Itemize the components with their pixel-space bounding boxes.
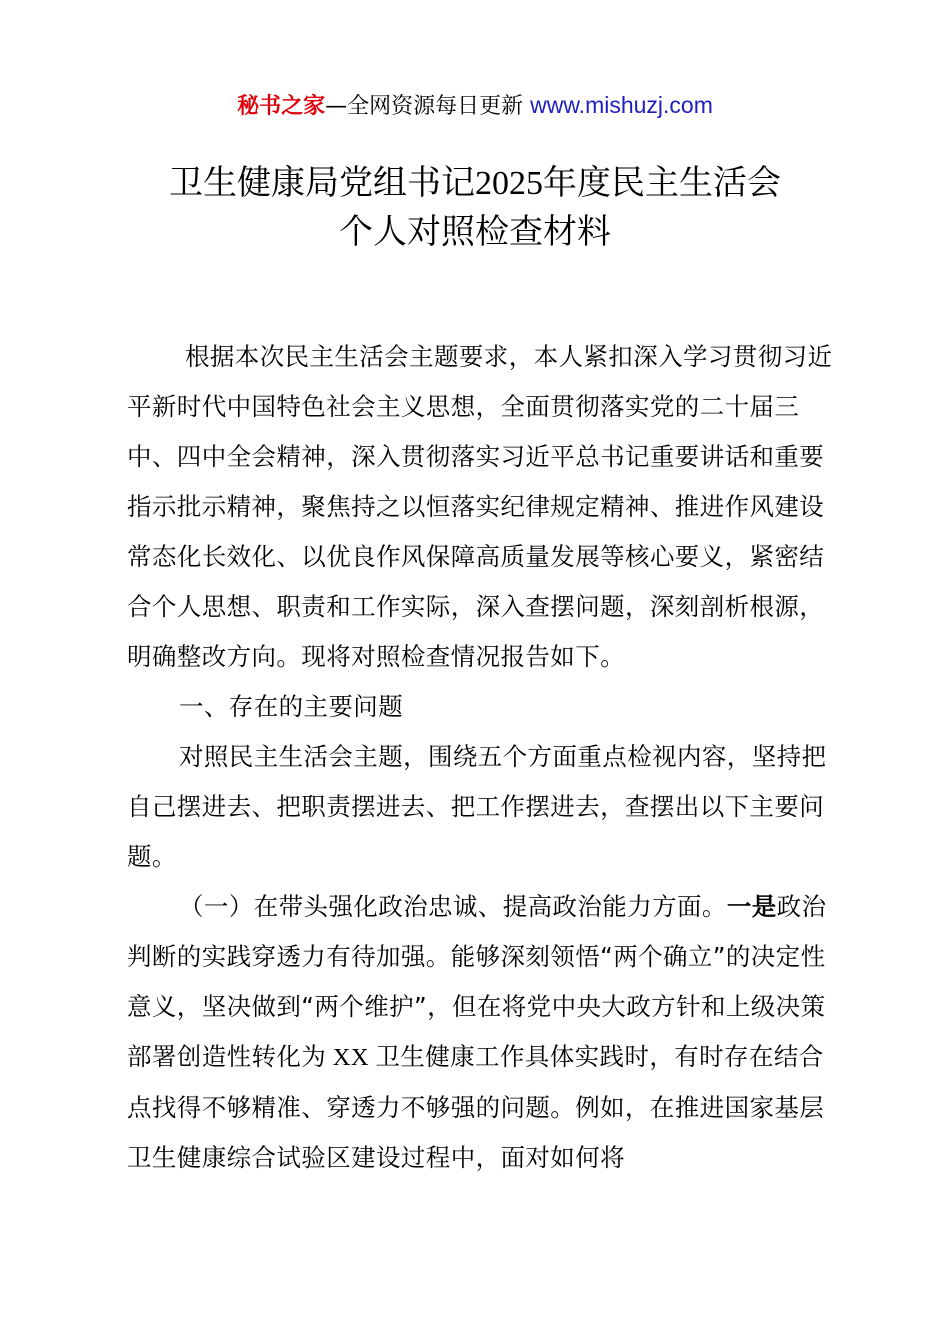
title-line-1 [0, 159, 950, 208]
section-1-paragraph [127, 882, 839, 1183]
document-title [0, 159, 950, 256]
title-year: 2025 [475, 165, 543, 202]
title-line-1-prefix: 卫生健康局党组书记 [169, 163, 475, 203]
title-line-1-suffix: 年度民主生活会 [543, 163, 781, 203]
intro-paragraph: 根据本次民主生活会主题要求，本人紧扣深入学习贯彻习近平新时代中国特色社会主义思想，全面贯彻落实党的二十届三中、四中全会精神，深入贯彻落实习近平总书记重要讲话和重要指示批示精神，聚焦持之以恒落实纪律规定精神、推进作风建设常态化长效化、以优良作风保障高质量发展等核心要义，紧密结合个人思想、职责和工作实际，深入查摆问题，深刻剖析根源，明确整改方向。现将对照检查情况报告如下。 [127, 342, 833, 671]
section-1-lead: （一）在带头强化政治忠诚、提高政治能力方面。 [179, 892, 727, 921]
site-url-link[interactable]: www.mishuzj.com [530, 92, 713, 118]
document-body [127, 332, 839, 1183]
overview-paragraph: 对照民主生活会主题，围绕五个方面重点检视内容，坚持把自己摆进去、把职责摆进去、把工作摆进去，查摆出以下主要问题。 [127, 742, 827, 871]
section-1-text-b: 卫生健康工作具体实践时，有时存在结合点找得不够精准、穿透力不够强的问题。例如，在推进国家基层卫生健康综合试验区建设过程中，面对如何将 [127, 1042, 825, 1172]
section-1-point-label: 一是 [726, 892, 777, 921]
section-1-text-a: 政治判断的实践穿透力有待加强。能够深刻领悟“两个确立”的决定性意义，坚决做到“两个维护”，但在将党中央大政方针和上级决策部署创造性转化为 [127, 892, 827, 1071]
section-heading: 一、存在的主要问题 [179, 692, 404, 721]
site-tagline: —全网资源每日更新 [325, 94, 531, 119]
site-header [0, 88, 950, 124]
section-1-placeholder: XX [326, 1044, 376, 1071]
title-line-2: 个人对照检查材料 [339, 212, 611, 252]
site-brand: 秘书之家 [237, 94, 326, 119]
